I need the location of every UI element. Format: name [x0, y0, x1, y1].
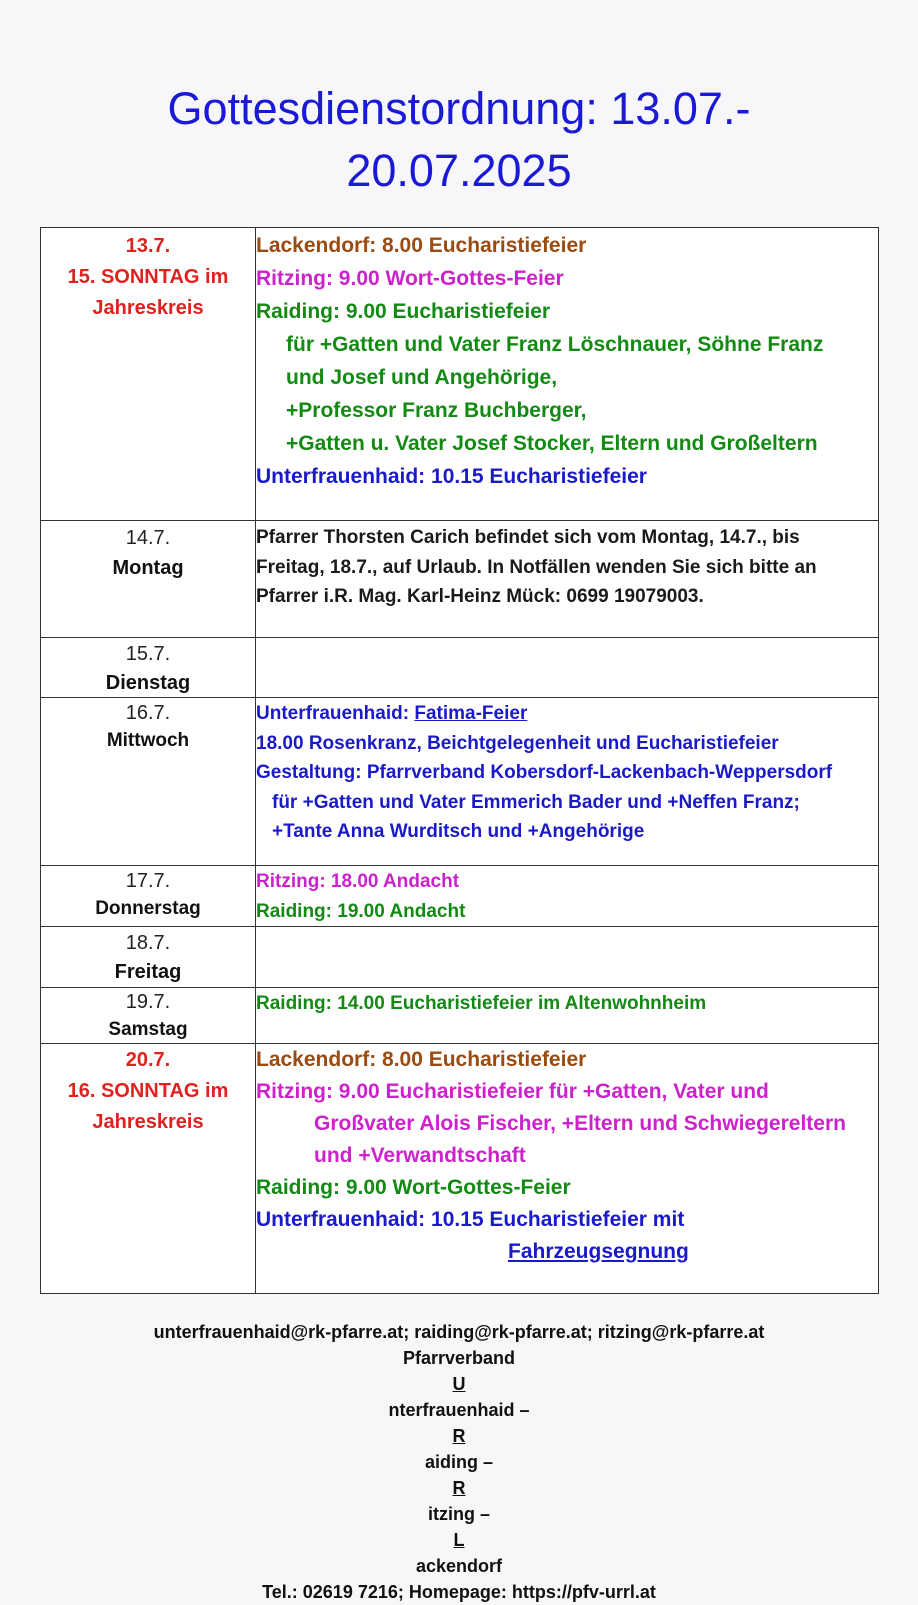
footer-parish [0, 1345, 918, 1579]
day-date: 16.7. [125, 702, 171, 724]
parish-name: itzing – [428, 1504, 490, 1524]
day-cell [41, 988, 256, 1044]
event-detail: Gestaltung: Pfarrverband Kobersdorf-Lackenbach-Weppersdorf [256, 762, 833, 783]
fahrzeugsegnung-link[interactable]: Fahrzeugsegnung [508, 1240, 689, 1263]
table-row [41, 698, 879, 866]
events-cell [256, 988, 879, 1044]
intention: +Gatten u. Vater Josef Stocker, Eltern und Großeltern [286, 432, 818, 455]
intention: und +Verwandtschaft [314, 1144, 526, 1167]
intention: Großvater Alois Fischer, +Eltern und Schwiegereltern [314, 1112, 846, 1135]
footer-emails: unterfrauenhaid@rk-pfarre.at; raiding@rk-pfarre.at; ritzing@rk-pfarre.at [153, 1322, 765, 1342]
table-row [41, 228, 879, 521]
page-title [0, 78, 918, 202]
event-ritzing: Ritzing: 9.00 Wort-Gottes-Feier [256, 267, 564, 290]
events-cell [256, 228, 879, 521]
events-cell [256, 866, 879, 927]
notice-text: Freitag, 18.7., auf Urlaub. In Notfällen wenden Sie sich bitte an [256, 556, 817, 578]
sunday-label: 15. SONNTAG im [67, 266, 229, 288]
parish-name: aiding – [424, 1452, 493, 1472]
event-location: Unterfrauenhaid: [256, 703, 415, 724]
events-cell [256, 1044, 879, 1294]
day-cell [41, 1044, 256, 1294]
title-line-1: Gottesdienstordnung: 13.07.- [167, 83, 751, 134]
events-cell [256, 638, 879, 698]
table-row [41, 1044, 879, 1294]
day-date: 18.7. [125, 932, 171, 954]
day-cell [41, 638, 256, 698]
event-unterfrauenhaid [256, 699, 878, 729]
events-cell [256, 698, 879, 866]
event-unterfrauenhaid: Unterfrauenhaid: 10.15 Eucharistiefeier mit [256, 1208, 685, 1231]
day-cell [41, 866, 256, 927]
parish-prefix: Pfarrverband [402, 1348, 516, 1368]
event-lackendorf: Lackendorf: 8.00 Eucharistiefeier [256, 1048, 587, 1071]
fatima-feier-link[interactable]: Fatima-Feier [414, 703, 528, 724]
day-date: 17.7. [125, 870, 171, 892]
intention: für +Gatten und Vater Franz Löschnauer, Söhne Franz [286, 333, 824, 356]
day-name: Mittwoch [106, 730, 190, 751]
day-date: 19.7. [125, 991, 171, 1013]
table-row [41, 866, 879, 927]
sunday-label: Jahreskreis [92, 297, 204, 319]
notice-text: Pfarrer i.R. Mag. Karl-Heinz Mück: 0699 19079003. [256, 586, 704, 607]
day-cell [41, 521, 256, 638]
day-name: Samstag [108, 1019, 188, 1040]
title-line-2: 20.07.2025 [346, 145, 572, 196]
day-name: Freitag [114, 961, 182, 983]
event-ritzing: Ritzing: 18.00 Andacht [256, 871, 460, 892]
table-row [41, 638, 879, 698]
schedule-table [40, 227, 879, 1294]
day-date: 14.7. [125, 527, 171, 549]
sunday-label: 16. SONNTAG im [67, 1080, 229, 1102]
event-lackendorf: Lackendorf: 8.00 Eucharistiefeier [256, 234, 587, 257]
events-cell [256, 521, 879, 638]
event-raiding: Raiding: 19.00 Andacht [256, 900, 466, 922]
day-cell [41, 228, 256, 521]
table-row [41, 988, 879, 1044]
event-ritzing: Ritzing: 9.00 Eucharistiefeier für +Gatten, Vater und [256, 1080, 769, 1103]
day-date: 20.7. [125, 1049, 171, 1071]
footer [0, 1319, 918, 1605]
footer-contact: Tel.: 02619 7216; Homepage: https://pfv-urrl.at [262, 1582, 656, 1602]
day-name: Dienstag [105, 672, 191, 694]
table-row [41, 927, 879, 988]
event-detail: 18.00 Rosenkranz, Beichtgelegenheit und Eucharistiefeier [256, 732, 779, 754]
day-name: Donnerstag [95, 898, 201, 919]
table-row [41, 521, 879, 638]
event-raiding: Raiding: 9.00 Eucharistiefeier [256, 300, 551, 323]
event-raiding: Raiding: 14.00 Eucharistiefeier im Altenwohnheim [256, 993, 707, 1014]
day-cell [41, 927, 256, 988]
event-unterfrauenhaid: Unterfrauenhaid: 10.15 Eucharistiefeier [256, 465, 647, 488]
parish-name: nterfrauenhaid – [388, 1400, 530, 1420]
parish-initial: R [452, 1478, 466, 1498]
event-raiding: Raiding: 9.00 Wort-Gottes-Feier [256, 1176, 571, 1199]
event-unterfrauenhaid [256, 1236, 878, 1268]
day-date: 13.7. [125, 235, 171, 257]
intention: für +Gatten und Vater Emmerich Bader und +Neffen Franz; [272, 791, 800, 813]
parish-name: ackendorf [415, 1556, 503, 1576]
day-name: Montag [112, 557, 184, 579]
notice-text: Pfarrer Thorsten Carich befindet sich vom Montag, 14.7., bis [256, 527, 800, 548]
parish-initial: R [452, 1426, 466, 1446]
sunday-label: Jahreskreis [92, 1111, 204, 1133]
intention: und Josef und Angehörige, [286, 366, 558, 389]
intention: +Professor Franz Buchberger, [286, 399, 587, 422]
parish-initial: U [452, 1374, 466, 1394]
parish-initial: L [453, 1530, 465, 1550]
intention: +Tante Anna Wurditsch und +Angehörige [272, 821, 645, 842]
day-cell [41, 698, 256, 866]
events-cell [256, 927, 879, 988]
day-date: 15.7. [125, 643, 171, 665]
